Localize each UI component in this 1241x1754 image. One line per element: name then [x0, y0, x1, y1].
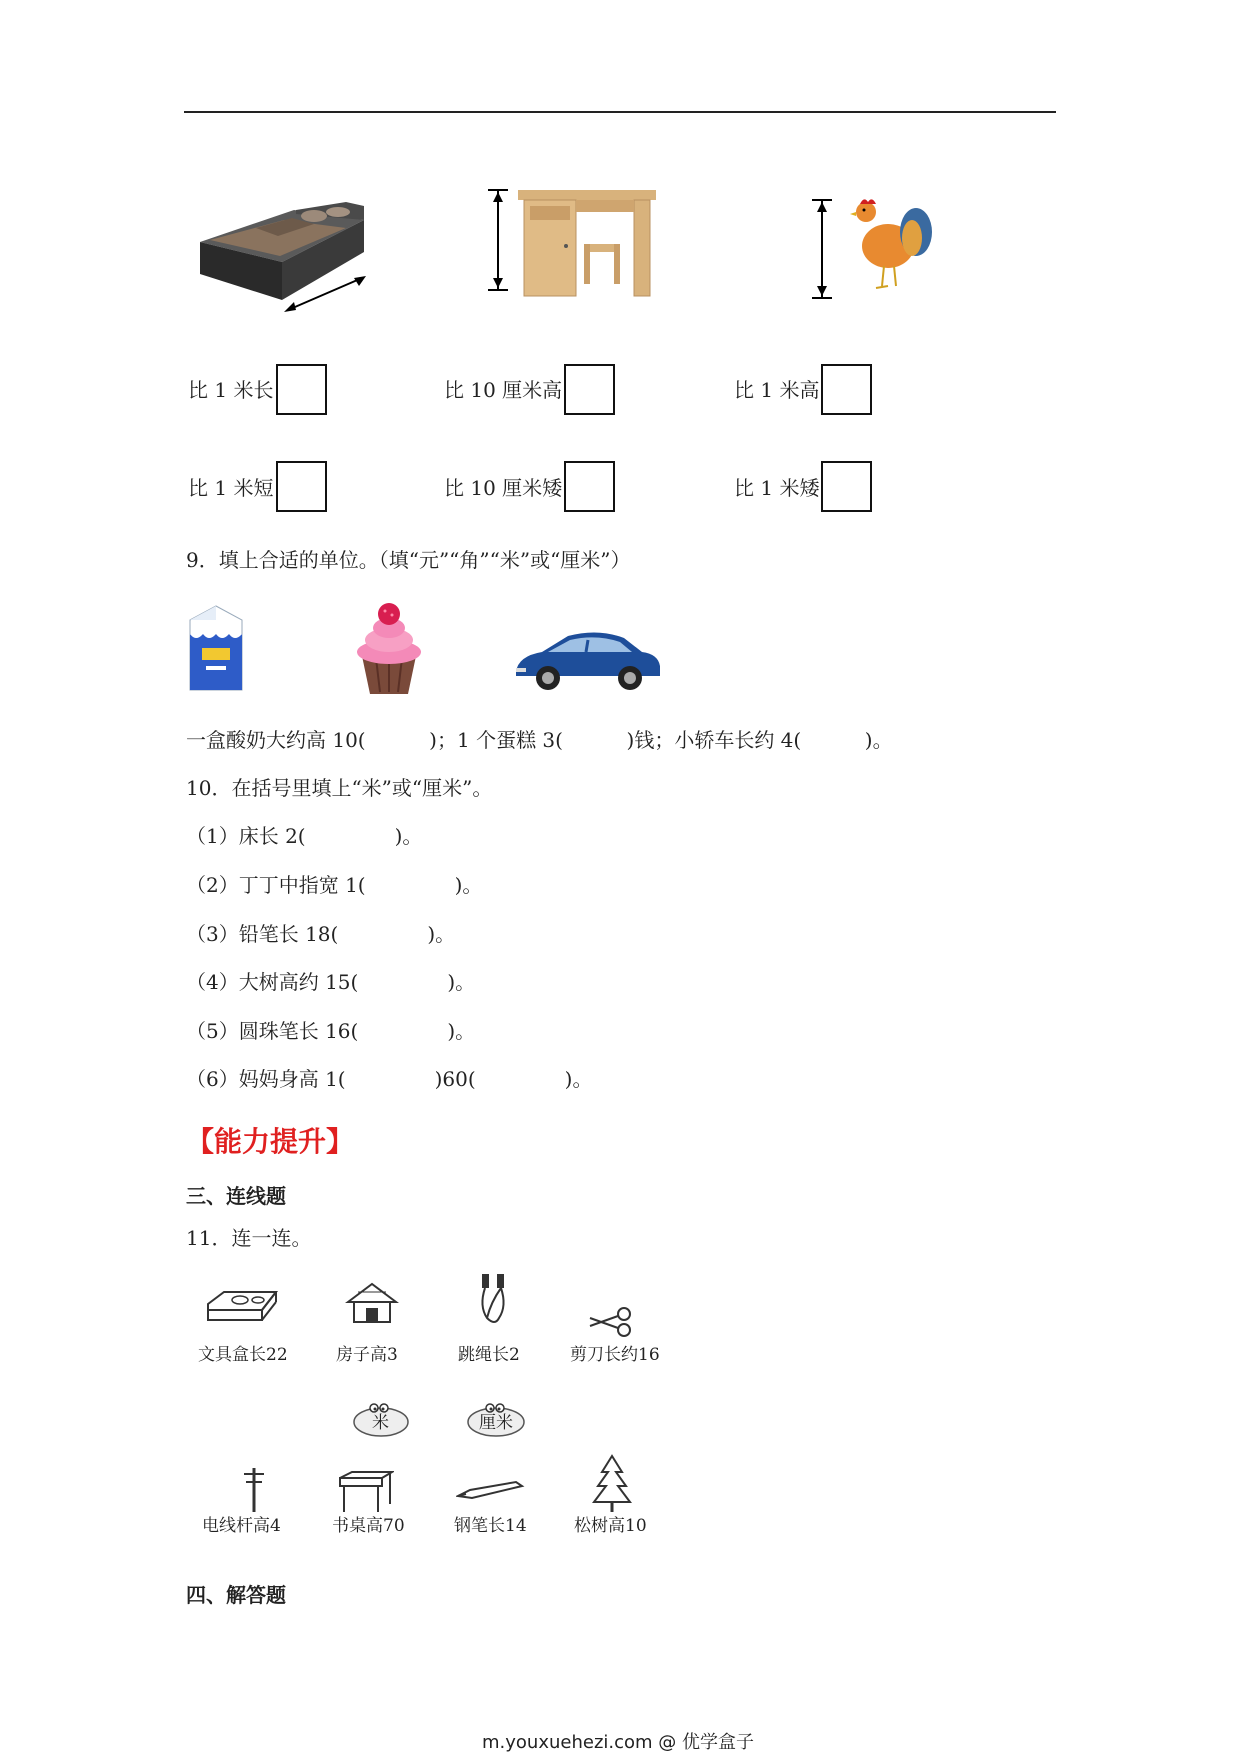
yogurt-carton-illustration — [184, 604, 248, 694]
q9-fill-line: 一盒酸奶大约高 10( )；1 个蛋糕 3( )钱；小轿车长约 4( )。 — [186, 728, 893, 752]
compare-label-4: 比 1 米短 — [188, 476, 274, 500]
scissors-icon — [588, 1306, 638, 1340]
pine-tree-icon — [592, 1454, 632, 1514]
unit-oval-meter[interactable] — [352, 1402, 410, 1438]
desk-icon — [336, 1470, 394, 1514]
answer-box-2[interactable] — [564, 364, 615, 415]
compare-label-3: 比 1 米高 — [734, 378, 820, 402]
answer-box-3[interactable] — [821, 364, 872, 415]
match-bottom-label-2: 书桌高70 — [332, 1516, 405, 1536]
answer-box-4[interactable] — [276, 461, 327, 512]
answer-box-6[interactable] — [821, 461, 872, 512]
match-bottom-label-1: 电线杆高4 — [202, 1516, 281, 1536]
q10-item-5: （5）圆珠笔长 16( )。 — [186, 1019, 476, 1043]
q10-item-2: （2）丁丁中指宽 1( )。 — [186, 873, 483, 897]
match-top-label-1: 文具盒长22 — [198, 1345, 288, 1365]
q10-item-4: （4）大树高约 15( )。 — [186, 970, 476, 994]
compare-label-5: 比 10 厘米矮 — [444, 476, 563, 500]
car-illustration — [512, 628, 662, 698]
match-bottom-label-3: 钢笔长14 — [454, 1516, 527, 1536]
q10-item-6: （6）妈妈身高 1( )60( )。 — [186, 1067, 593, 1091]
match-top-label-3: 跳绳长2 — [458, 1345, 520, 1365]
unit-label-centimeter: 厘米 — [479, 1413, 513, 1433]
section-three-heading: 三、连线题 — [186, 1184, 286, 1208]
utility-pole-icon — [240, 1464, 268, 1514]
answer-box-5[interactable] — [564, 461, 615, 512]
header-rule — [184, 111, 1056, 113]
ability-heading: 【能力提升】 — [186, 1125, 355, 1158]
footer-watermark: m.youxuehezi.com @ 优学盒子 — [482, 1732, 755, 1753]
answer-box-1[interactable] — [276, 364, 327, 415]
q9-title: 9．填上合适的单位。（填“元”“角”“米”或“厘米”） — [186, 548, 631, 572]
pencil-case-icon — [204, 1286, 280, 1326]
bed-illustration — [196, 200, 368, 320]
desk-illustration — [484, 186, 660, 306]
pen-icon — [456, 1478, 526, 1502]
section-four-heading: 四、解答题 — [186, 1583, 286, 1607]
q10-item-1: （1）床长 2( )。 — [186, 824, 423, 848]
q10-title: 10．在括号里填上“米”或“厘米”。 — [186, 776, 493, 800]
hen-illustration — [808, 192, 936, 306]
q11-title: 11．连一连。 — [186, 1226, 312, 1250]
unit-oval-centimeter[interactable] — [466, 1402, 526, 1438]
compare-label-6: 比 1 米矮 — [734, 476, 820, 500]
cupcake-illustration — [350, 600, 428, 698]
jump-rope-icon — [476, 1270, 510, 1328]
match-bottom-label-4: 松树高10 — [574, 1516, 647, 1536]
unit-label-meter: 米 — [372, 1413, 389, 1433]
compare-label-2: 比 10 厘米高 — [444, 378, 563, 402]
match-top-label-2: 房子高3 — [336, 1345, 398, 1365]
house-icon — [344, 1280, 400, 1326]
q10-item-3: （3）铅笔长 18( )。 — [186, 922, 456, 946]
compare-label-1: 比 1 米长 — [188, 378, 274, 402]
match-top-label-4: 剪刀长约16 — [570, 1345, 660, 1365]
